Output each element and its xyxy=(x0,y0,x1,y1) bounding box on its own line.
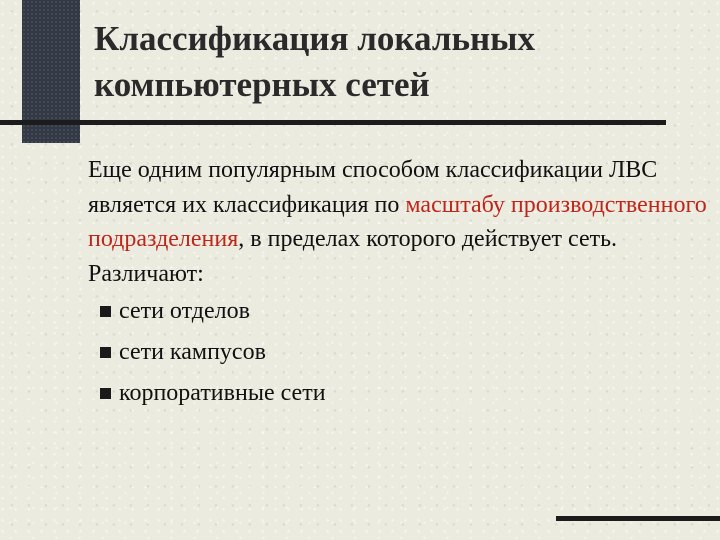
bottom-divider xyxy=(556,516,720,521)
slide-body xyxy=(88,153,708,414)
intro-paragraph xyxy=(88,153,708,257)
square-bullet-icon xyxy=(100,306,111,317)
list-lead-in: Различают: xyxy=(88,260,204,287)
title-line-2: компьютерных сетей xyxy=(94,65,430,104)
list-item xyxy=(100,332,708,373)
square-bullet-icon xyxy=(100,388,111,399)
square-bullet-icon xyxy=(100,347,111,358)
list-item-label: сети отделов xyxy=(119,298,250,325)
paragraph-text-start: Еще одним популярным способом классификации ЛВС является их классификация по xyxy=(88,157,658,218)
title-line-1: Классификация локальных xyxy=(94,19,536,58)
list-item-label: корпоративные сети xyxy=(119,380,326,407)
bullet-list xyxy=(88,291,708,414)
highlighted-phrase: масштабу производственного подразделения xyxy=(88,191,707,252)
title-divider xyxy=(0,120,666,125)
list-item xyxy=(100,291,708,332)
list-item xyxy=(100,373,708,414)
list-item-label: сети кампусов xyxy=(119,339,266,366)
paragraph-text-end: , в пределах которого действует сеть. xyxy=(238,226,618,252)
slide-title xyxy=(94,16,694,108)
